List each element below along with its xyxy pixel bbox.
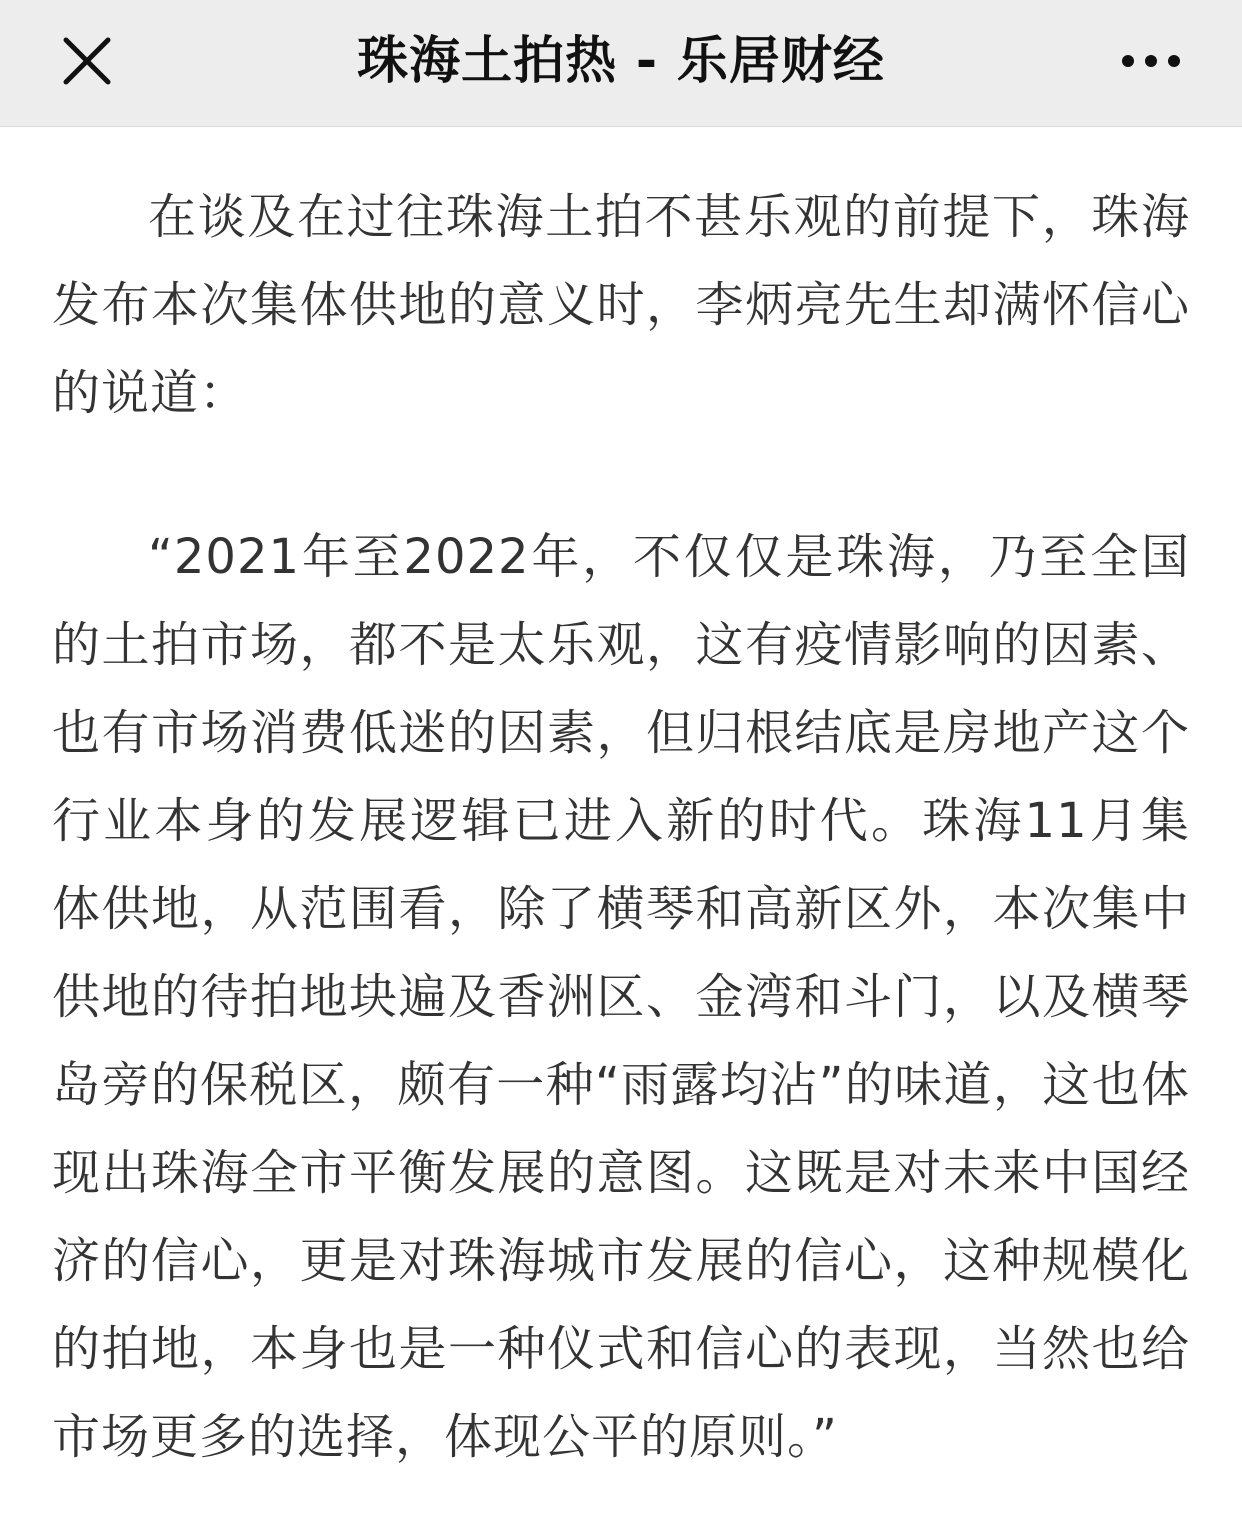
more-horizontal-icon [1114, 36, 1194, 86]
article-body [0, 35, 1242, 1481]
navigation-bar [0, 0, 1242, 127]
page-title: 珠海土拍热 - 乐居财经 [357, 32, 885, 91]
more-button[interactable] [1114, 36, 1194, 86]
close-icon [52, 26, 122, 96]
article-paragraph: “2021年至2022年，不仅仅是珠海，乃至全国的土拍市场，都不是太乐观，这有疫情影响的因素、也有市场消费低迷的因素，但归根结底是房地产这个行业本身的发展逻辑已进入新的时代。珠海11月集体供地，从范围看，除了横琴和高新区外，本次集中供地的待拍地块遍及香洲区、金湾和斗门，以及横琴岛旁的保税区，颇有一种“雨露均沾”的味道，这也体现出珠海全市平衡发展的意图。这既是对未来中国经济的信心，更是对珠海城市发展的信心，这种规模化的拍地，本身也是一种仪式和信心的表现，当然也给市场更多的选择，体现公平的原则。” [52, 529, 1190, 1465]
close-button[interactable] [52, 26, 122, 96]
article-paragraph: 在谈及在过往珠海土拍不甚乐观的前提下，珠海发布本次集体供地的意义时，李炳亮先生却满怀信心的说道： [52, 189, 1190, 421]
